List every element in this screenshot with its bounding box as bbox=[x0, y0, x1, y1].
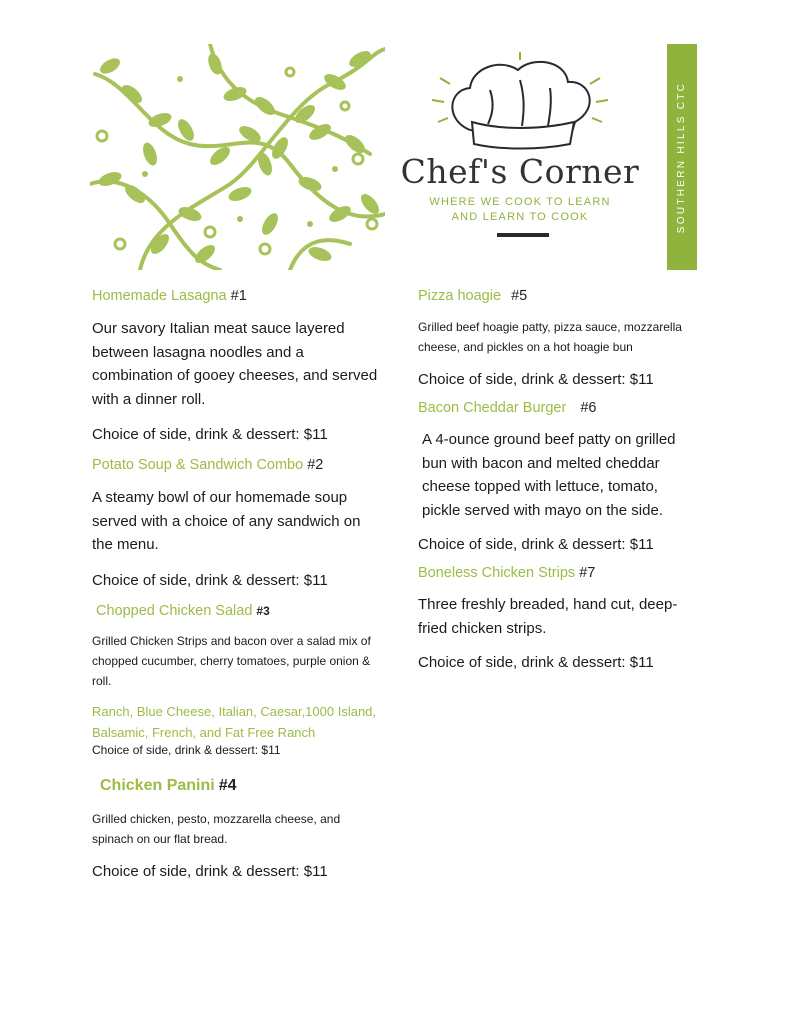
menu-item bbox=[92, 603, 382, 757]
item-title bbox=[418, 288, 698, 304]
item-name: Pizza hoagie bbox=[418, 288, 502, 304]
item-price: Choice of side, drink & dessert: $11 bbox=[92, 571, 328, 589]
item-name: Chopped Chicken Salad bbox=[96, 602, 253, 619]
chef-hat-icon bbox=[400, 50, 640, 150]
item-title bbox=[418, 565, 698, 581]
item-name: Bacon Cheddar Burger bbox=[418, 400, 567, 416]
item-number: #2 bbox=[307, 457, 324, 473]
item-title bbox=[92, 288, 382, 304]
item-number: #4 bbox=[218, 776, 237, 794]
item-price: Choice of side, drink & dessert: $11 bbox=[418, 536, 654, 553]
item-number: #5 bbox=[511, 288, 528, 304]
menu-item bbox=[92, 777, 382, 880]
item-description: A 4-ounce ground beef patty on grilled bun with bacon and melted cheddar cheese topped with lettuce, tomato, pickle served with mayo on the side. bbox=[422, 431, 676, 519]
item-number: #7 bbox=[579, 565, 596, 581]
item-description: A steamy bowl of our homemade soup served with a choice of any sandwich on the menu. bbox=[92, 489, 361, 553]
item-number: #3 bbox=[256, 603, 270, 618]
item-description: Our savory Italian meat sauce layered between lasagna noodles and a combination of gooey cheeses, and served with a dinner roll. bbox=[92, 320, 378, 408]
item-number: #6 bbox=[580, 400, 597, 416]
item-name: Homemade Lasagna bbox=[92, 288, 227, 304]
menu-item bbox=[418, 565, 698, 671]
item-title bbox=[92, 777, 382, 795]
vine-pattern-image bbox=[90, 44, 385, 270]
item-title bbox=[92, 603, 382, 619]
item-title bbox=[92, 457, 382, 473]
item-name: Potato Soup & Sandwich Combo bbox=[92, 457, 304, 473]
menu-item bbox=[92, 288, 382, 443]
item-price: Choice of side, drink & dessert: $11 bbox=[418, 654, 654, 671]
item-description: Grilled Chicken Strips and bacon over a salad mix of chopped cucumber, cherry tomatoes, purple onion & roll. bbox=[92, 633, 371, 688]
side-band bbox=[667, 44, 697, 270]
menu-column-right bbox=[418, 288, 698, 671]
item-title bbox=[418, 400, 698, 416]
item-price: Choice of side, drink & dessert: $11 bbox=[92, 742, 281, 757]
item-name: Boneless Chicken Strips bbox=[418, 565, 576, 581]
item-description: Grilled beef hoagie patty, pizza sauce, mozzarella cheese, and pickles on a hot hoagie bun bbox=[418, 320, 682, 354]
menu-item bbox=[418, 400, 698, 553]
menu-item bbox=[418, 288, 698, 388]
chefs-corner-logo bbox=[400, 50, 640, 250]
item-name: Chicken Panini bbox=[100, 776, 215, 794]
item-price: Choice of side, drink & dessert: $11 bbox=[92, 426, 328, 443]
tagline-line-1: WHERE WE COOK TO LEARN bbox=[429, 196, 611, 208]
item-number: #1 bbox=[230, 288, 247, 304]
menu-column-left bbox=[92, 288, 382, 880]
item-description: Grilled chicken, pesto, mozzarella cheese, and spinach on our flat bread. bbox=[92, 811, 341, 846]
dressing-options: Ranch, Blue Cheese, Italian, Caesar,1000 Island, Balsamic, French, and Fat Free Ranch bbox=[92, 703, 377, 740]
side-band-text: SOUTHERN HILLS CTC bbox=[676, 81, 688, 233]
logo-divider bbox=[497, 233, 549, 237]
item-price: Choice of side, drink & dessert: $11 bbox=[92, 862, 328, 880]
item-price: Choice of side, drink & dessert: $11 bbox=[418, 371, 654, 388]
tagline-line-2: AND LEARN TO COOK bbox=[451, 211, 589, 223]
logo-title: Chef's Corner bbox=[400, 152, 640, 191]
item-description: Three freshly breaded, hand cut, deep-fried chicken strips. bbox=[418, 596, 678, 637]
menu-item bbox=[92, 457, 382, 589]
